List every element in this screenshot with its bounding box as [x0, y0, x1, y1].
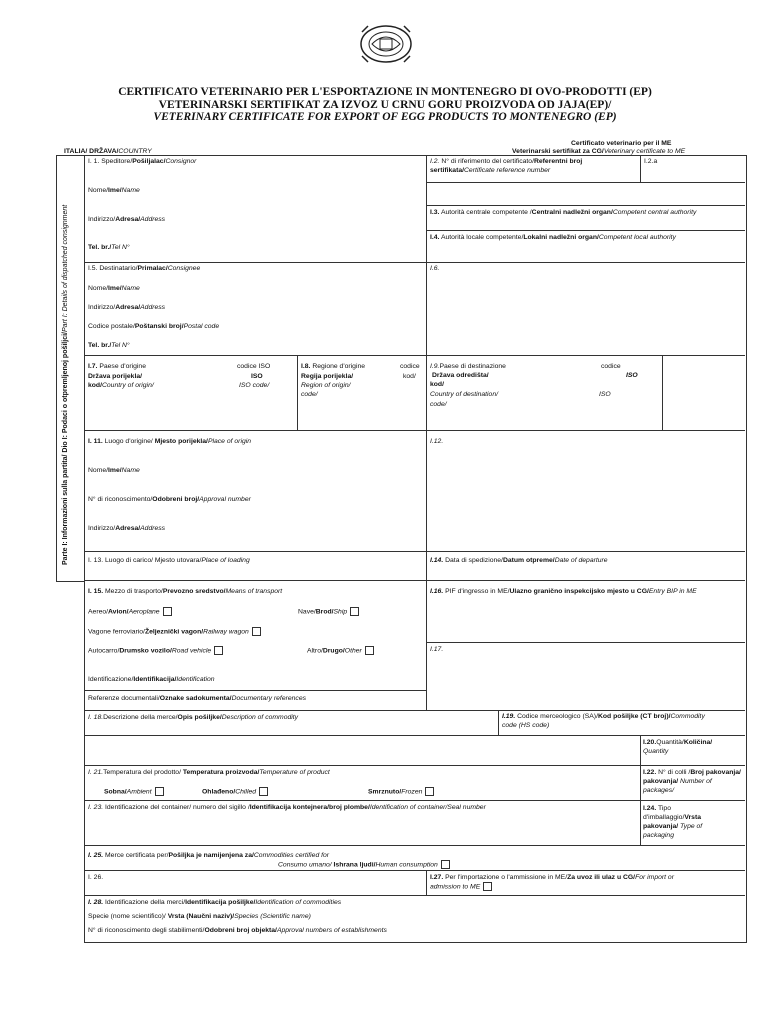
consignee-postal-code[interactable]: Codice postale/Poštanski broj/Postal code: [88, 323, 220, 330]
field-9-c: kod/: [430, 381, 444, 388]
transport-identification[interactable]: Identificazione/Identifikacija/Identification: [88, 676, 215, 683]
field-6[interactable]: I.6.: [430, 265, 440, 272]
field-8-d: code/: [301, 391, 318, 398]
rail-checkbox[interactable]: [252, 627, 261, 636]
transport-docs[interactable]: Referenze documentali/Oznake sadokumenta/Documentary references: [88, 695, 306, 702]
ambient-checkbox[interactable]: [155, 787, 164, 796]
title-italian: CERTIFICATO VETERINARIO PER L'ESPORTAZIONE IN MONTENEGRO DI OVO-PRODOTTI (EP): [118, 86, 652, 98]
field-8-b: Regija porijekla/: [301, 373, 354, 380]
field-8-kod: kod/: [403, 373, 416, 380]
temp-frozen[interactable]: Smrznuto/Frozen: [368, 787, 434, 796]
field-local-authority[interactable]: I.4. Autorità locale competente/Lokalni nadležni organ/Competent local authority: [430, 234, 676, 241]
origin-name[interactable]: Nome/Ime/Name: [88, 467, 140, 474]
field-container[interactable]: I. 23. Identificazione del container/ numero del sigillo /Identifikacija kontejnera/broj plombe/Identification of container/Seal number: [88, 804, 486, 811]
field-packaging[interactable]: I.24. Tipo: [643, 805, 671, 812]
field-9-code: codice: [601, 363, 621, 370]
origin-address[interactable]: Indirizzo/Adresa/Address: [88, 525, 166, 532]
cert-for-me: Certificato veterinario per il ME: [571, 140, 672, 147]
transport-rail[interactable]: Vagone ferroviario/Željeznički vagon/Railway wagon: [88, 627, 261, 636]
field-entry-bip[interactable]: I.16. PIF d'ingresso in ME/Ulazno granično inspekcijsko mjesto u CG/Entry BIP in ME: [430, 588, 697, 595]
ship-checkbox[interactable]: [350, 607, 359, 616]
cert-for-me-2: Veterinarski sertifikat za CG/Veterinary certificate to ME: [512, 148, 686, 155]
title-english: VETERINARY CERTIFICATE FOR EXPORT OF EGG PRODUCTS TO MONTENEGRO (EP): [153, 111, 617, 123]
field-import-admission[interactable]: I.27. Per l'importazione o l'ammissione in ME/Za uvoz ili ulaz u CG/For import or: [430, 874, 674, 881]
temp-chilled[interactable]: Ohlađeno/Chilled: [202, 787, 268, 796]
field-place-origin[interactable]: I. 11. Luogo d'origine/ Mjesto porijekla/Place of origin: [88, 438, 252, 445]
chilled-checkbox[interactable]: [259, 787, 268, 796]
field-packages[interactable]: I.22. N° di colli /Broj pakovanja/: [643, 769, 741, 776]
other-checkbox[interactable]: [365, 646, 374, 655]
field-26[interactable]: I. 26.: [88, 874, 104, 881]
field-2a[interactable]: I.2.a: [644, 158, 658, 165]
field-consignor[interactable]: I. 1. Speditore/Pošiljalac/Consignor: [88, 158, 197, 165]
field-9-iso2: ISO: [599, 391, 611, 398]
transport-ship[interactable]: Nave/Brod/Ship: [298, 607, 359, 616]
field-22-d: packages/: [643, 787, 674, 794]
field-24-b: d'imballaggio/Vrsta: [643, 814, 701, 821]
field-9-e: code/: [430, 401, 447, 408]
field-8-c: Region of origin/: [301, 382, 351, 389]
field-27-d: admission to ME: [430, 882, 492, 891]
field-9-d: Country of destination/: [430, 391, 499, 398]
transport-road[interactable]: Autocarro/Drumsko vozilo/Road vehicle: [88, 646, 223, 655]
temp-ambient[interactable]: Sobna/Ambient: [104, 787, 164, 796]
consignor-tel[interactable]: Tel. br./Tel N°: [88, 244, 130, 251]
field-region-origin[interactable]: I.8. Regione d'origine: [301, 363, 366, 370]
consignee-name[interactable]: Nome/Ime/Name: [88, 285, 140, 292]
field-9-b: Država odredišta/: [432, 372, 489, 379]
consignor-name[interactable]: Nome/Ime/Name: [88, 187, 140, 194]
field-17[interactable]: I.17.: [430, 646, 444, 653]
field-24-f: packaging: [643, 832, 674, 839]
field-19-d: code (HS code): [502, 722, 550, 729]
consignee-tel[interactable]: Tel. br./Tel N°: [88, 342, 130, 349]
transport-aeroplane[interactable]: Aereo/Avion/Aeroplane: [88, 607, 172, 616]
field-quantity[interactable]: I.20.Quantità/Količina/: [643, 739, 713, 746]
field-7-code: codice ISO: [237, 363, 271, 370]
consignor-address[interactable]: Indirizzo/Adresa/Address: [88, 216, 166, 223]
species-label[interactable]: Specie (nome scientifico)/ Vrsta (Naučni naziv)/Species (Scientific name): [88, 913, 311, 920]
field-place-loading[interactable]: I. 13. Luogo di carico/ Mjesto utovara/Place of loading: [88, 557, 250, 564]
field-7-e: ISO code/: [239, 382, 270, 389]
country-label: ITALIA/ DRŽAVA/COUNTRY: [64, 148, 152, 155]
frozen-checkbox[interactable]: [425, 787, 434, 796]
field-consignee[interactable]: I.5. Destinatario/Primalac/Consignee: [88, 265, 201, 272]
field-central-authority[interactable]: I.3. Autorità centrale competente /Centralni nadležni organ/Competent central authority: [430, 209, 697, 216]
field-date-departure[interactable]: I.14. Data di spedizione/Datum otpreme/Date of departure: [430, 557, 608, 564]
origin-approval[interactable]: N° di riconoscimento/Odobreni broj/Approval number: [88, 496, 251, 503]
field-7-iso: ISO: [251, 373, 263, 380]
field-24-d: pakovanja/ Type of: [643, 823, 703, 830]
field-certified-for[interactable]: I. 25. Merce certificata per/Pošiljka je namijenjena za/Commodities certified for: [88, 852, 330, 859]
sidebar-frame: [56, 155, 85, 582]
title-montenegrin: VETERINARSKI SERTIFIKAT ZA IZVOZ U CRNU GORU PROIZVODA OD JAJA(EP)/: [158, 99, 612, 111]
human-consumption-checkbox[interactable]: [441, 860, 450, 869]
field-7-b: Država porijekla/: [88, 373, 143, 380]
aeroplane-checkbox[interactable]: [163, 607, 172, 616]
field-commodity-code[interactable]: I.19. Codice merceologico (SA)/Kod pošiljke (CT broj)/Commodity: [502, 713, 705, 720]
field-country-origin[interactable]: I.7. Paese d'origine: [88, 363, 146, 370]
field-cert-reference[interactable]: I.2. N° di riferimento del certificato/Referentni broj sertifikata/Certificate reference number: [430, 158, 583, 174]
field-identification-commodities[interactable]: I. 28. Identificazione della merci/Identifikacija pošiljke/Identification of commodities: [88, 899, 342, 906]
field-7-c: kod/Country of origin/: [88, 382, 154, 389]
sidebar-part-label: Parte I: Informazioni sulla partita/ Dio I: Podaci o otpremljenoj pošiljci/Part I: Details of dispatched consignment: [62, 204, 69, 565]
import-checkbox[interactable]: [483, 882, 492, 891]
field-22-b: pakovanja/ Number of: [643, 778, 712, 785]
field-transport[interactable]: I. 15. Mezzo di trasporto/Prevozno sredstvo/Means of transport: [88, 588, 283, 595]
field-description[interactable]: I. 18.Descrizione della merce/Opis pošiljke/Description of commodity: [88, 714, 299, 721]
field-9-iso: ISO: [626, 372, 638, 379]
field-12[interactable]: I.12.: [430, 438, 444, 445]
road-checkbox[interactable]: [214, 646, 223, 655]
human-consumption[interactable]: Consumo umano/ Ishrana ljudi/Human consumption: [278, 860, 450, 869]
field-temperature[interactable]: I. 21.Temperatura del prodotto/ Temperatura proizvoda/Temperature of product: [88, 769, 330, 776]
field-country-destination[interactable]: I.9.Paese di destinazione: [430, 363, 506, 370]
field-20-c: Quantity: [643, 748, 669, 755]
field-8-code: codice: [400, 363, 420, 370]
emblem-logo: [358, 22, 414, 66]
consignee-address[interactable]: Indirizzo/Adresa/Address: [88, 304, 166, 311]
transport-other[interactable]: Altro/Drugo/Other: [307, 646, 374, 655]
establishments-label[interactable]: N° di riconoscimento degli stabilimenti/Odobreni broj objekta/Approval numbers of establishments: [88, 927, 387, 934]
